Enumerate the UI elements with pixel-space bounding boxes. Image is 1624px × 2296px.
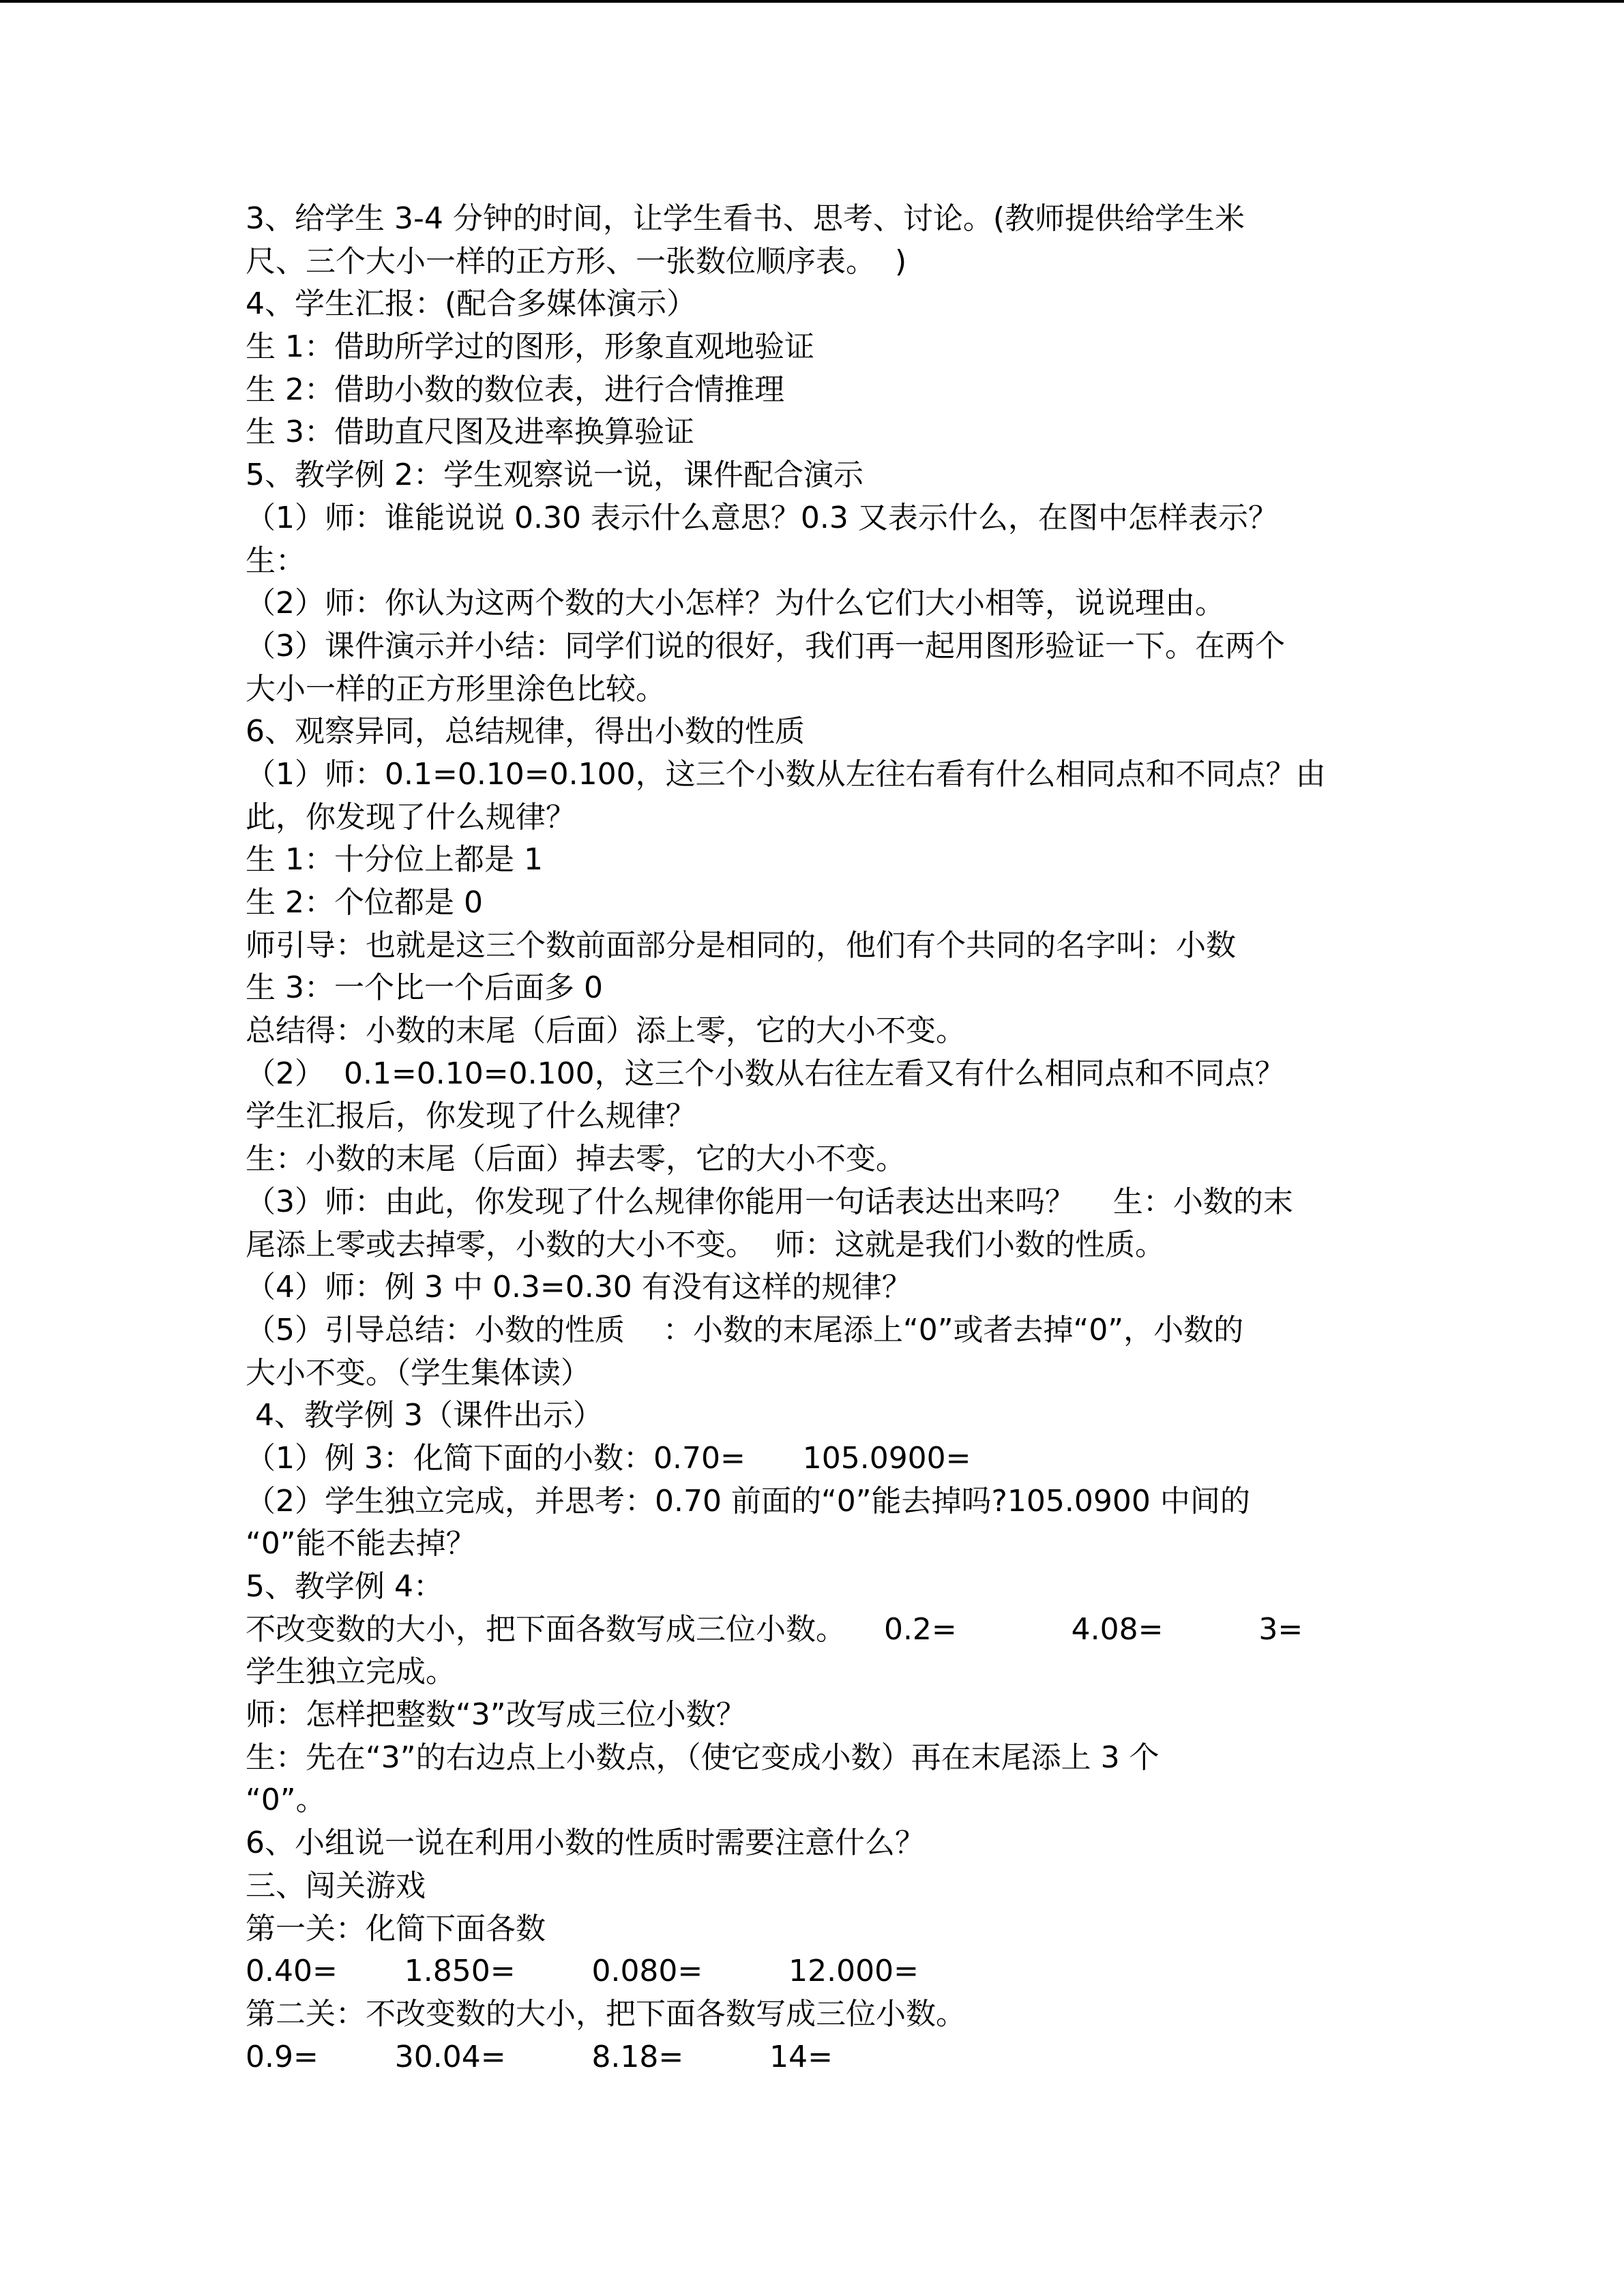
text-line: （2）师：你认为这两个数的大小怎样？为什么它们大小相等，说说理由。	[246, 586, 1225, 621]
text-line: 5、教学例 2：学生观察说一说，课件配合演示	[246, 458, 863, 493]
text-line: 不改变数的大小，把下面各数写成三位小数。 0.2= 4.08= 3=	[246, 1611, 1303, 1647]
text-line: 大小不变。（学生集体读）	[246, 1355, 591, 1390]
text-line: 第一关：化简下面各数	[246, 1911, 546, 1946]
text-line: （3）课件演示并小结：同学们说的很好，我们再一起用图形验证一下。在两个	[246, 628, 1285, 664]
text-line: 生：	[246, 543, 306, 578]
text-line: （5）引导总结：小数的性质 ：小数的末尾添上“0”或者去掉“0”，小数的	[246, 1312, 1244, 1347]
text-line: 尾添上零或去掉零，小数的大小不变。 师：这就是我们小数的性质。	[246, 1227, 1165, 1262]
text-line: 此，你发现了什么规律？	[246, 799, 576, 835]
text-line: 大小一样的正方形里涂色比较。	[246, 671, 666, 706]
text-line: 生 1：借助所学过的图形，形象直观地验证	[246, 329, 814, 365]
text-line: 生 3：一个比一个后面多 0	[246, 970, 603, 1006]
text-line: 0.40= 1.850= 0.080= 12.000=	[246, 1954, 919, 1989]
text-line: 生 3：借助直尺图及进率换算验证	[246, 415, 694, 450]
text-line: 生 2：个位都是 0	[246, 885, 483, 920]
text-line: 师：怎样把整数“3”改写成三位小数？	[246, 1697, 746, 1733]
text-line: “0”能不能去掉？	[246, 1526, 476, 1562]
text-line: 生：先在“3”的右边点上小数点，（使它变成小数）再在末尾添上 3 个	[246, 1740, 1160, 1775]
text-line: （1）师：0.1=0.10=0.100，这三个小数从左往右看有什么相同点和不同点？由	[246, 756, 1326, 792]
text-line: 3、给学生 3-4 分钟的时间，让学生看书、思考、讨论。(教师提供给学生米	[246, 201, 1245, 236]
text-line: （1）师：谁能说说 0.30 表示什么意思？0.3 又表示什么，在图中怎样表示？	[246, 500, 1278, 535]
text-line: （2）学生独立完成，并思考：0.70 前面的“0”能去掉吗?105.0900 中间的	[246, 1483, 1250, 1519]
text-line: 三、闯关游戏	[246, 1868, 426, 1903]
text-line: 4、教学例 3（课件出示）	[246, 1398, 603, 1433]
text-line: 生 2：借助小数的数位表，进行合情推理	[246, 372, 784, 407]
text-line: （3）师：由此，你发现了什么规律你能用一句话表达出来吗？ 生：小数的末	[246, 1184, 1293, 1219]
text-line: 6、观察异同，总结规律，得出小数的性质	[246, 714, 805, 749]
text-line: （4）师：例 3 中 0.3=0.30 有没有这样的规律？	[246, 1270, 912, 1305]
text-line: 4、学生汇报：(配合多媒体演示）	[246, 286, 697, 322]
text-line: “0”。	[246, 1783, 326, 1818]
page-top-border	[0, 0, 1624, 3]
text-line: 第二关：不改变数的大小，把下面各数写成三位小数。	[246, 1996, 966, 2031]
text-line: 学生独立完成。	[246, 1654, 456, 1690]
text-line: 0.9= 30.04= 8.18= 14=	[246, 2039, 833, 2074]
text-line: 师引导：也就是这三个数前面部分是相同的，他们有个共同的名字叫：小数	[246, 927, 1236, 963]
text-line: 学生汇报后，你发现了什么规律？	[246, 1099, 696, 1134]
text-line: 生 1：十分位上都是 1	[246, 842, 543, 878]
text-line: 5、教学例 4：	[246, 1569, 443, 1604]
text-line: 生：小数的末尾（后面）掉去零，它的大小不变。	[246, 1142, 906, 1177]
text-line: 尺、三个大小一样的正方形、一张数位顺序表。 )	[246, 243, 907, 279]
text-line: 6、小组说一说在利用小数的性质时需要注意什么？	[246, 1825, 925, 1861]
text-line: （1）例 3：化简下面的小数：0.70= 105.0900=	[246, 1440, 971, 1476]
text-line: 总结得：小数的末尾（后面）添上零，它的大小不变。	[246, 1013, 966, 1049]
text-line: （2） 0.1=0.10=0.100，这三个小数从右往左看又有什么相同点和不同点？	[246, 1056, 1285, 1091]
document-page	[246, 198, 1405, 2078]
